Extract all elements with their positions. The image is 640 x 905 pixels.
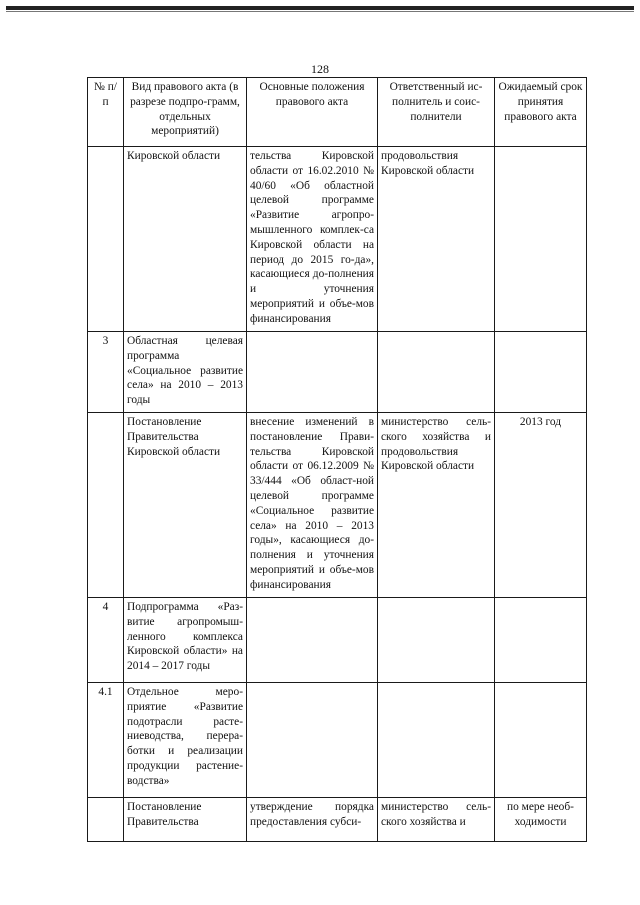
header-executor: Ответственный ис-полнитель и соис-полнители [378,78,495,147]
row-act-type: Постановление Правительства Кировской области [124,413,247,598]
table-row [88,147,587,332]
header-provisions: Основные положения правового акта [247,78,378,147]
row-executor [378,683,495,798]
row-provisions: внесение изменений в постановление Прави-тельства Кировской области от 06.12.2009 № 33/444 «Об област-ной целевой программе «Социальное развитие села» на 2010 – 2013 годы», касающиеся до-полнения и уточнения мероприятий и объе-мов финансирования [247,413,378,598]
row-provisions: утверждение порядка предоставления субси- [247,798,378,842]
row-executor: министерство сель-ского хозяйства и продовольствия Кировской области [378,413,495,598]
row-number: 4 [88,598,124,683]
row-term [495,683,587,798]
row-act-type: Кировской области [124,147,247,332]
table-row [88,413,587,598]
row-number: 4.1 [88,683,124,798]
row-act-type: Отдельное меро-приятие «Развитие подотрасли расте-ниеводства, перера-ботки и реализации продукции растение-водства» [124,683,247,798]
row-executor [378,598,495,683]
table-row [88,332,587,413]
row-term: 2013 год [495,413,587,598]
row-number [88,413,124,598]
row-number [88,147,124,332]
row-executor [378,332,495,413]
header-act-type: Вид правового акта (в разрезе подпро-грамм, отдельных мероприятий) [124,78,247,147]
table-row [88,598,587,683]
table-row [88,683,587,798]
scan-top-border-thin [6,11,634,12]
row-provisions: тельства Кировской области от 16.02.2010 № 40/60 «Об областной целевой программе «Развитие агропро-мышленного комплек-са Кировской области на период до 2015 го-да», касающиеся до-полнения и уточнения мероприятий и объе-мов финансирования [247,147,378,332]
scan-top-border [6,6,634,10]
header-term: Ожидаемый срок принятия правового акта [495,78,587,147]
row-act-type: Постановление Правительства [124,798,247,842]
page-number: 128 [311,62,329,76]
header-number: № п/п [88,78,124,147]
row-executor: продовольствия Кировской области [378,147,495,332]
row-provisions [247,683,378,798]
row-provisions [247,598,378,683]
row-executor: министерство сель-ского хозяйства и [378,798,495,842]
row-act-type: Областная целевая программа «Социальное развитие села» на 2010 – 2013 годы [124,332,247,413]
table-header-row [88,78,587,147]
table-row [88,798,587,842]
legal-acts-table [87,77,587,842]
row-act-type: Подпрограмма «Раз-витие агропромыш-ленного комплекса Кировской области» на 2014 – 2017 годы [124,598,247,683]
row-term [495,147,587,332]
row-provisions [247,332,378,413]
row-term: по мере необ-ходимости [495,798,587,842]
row-term [495,598,587,683]
row-number: 3 [88,332,124,413]
row-term [495,332,587,413]
row-number [88,798,124,842]
